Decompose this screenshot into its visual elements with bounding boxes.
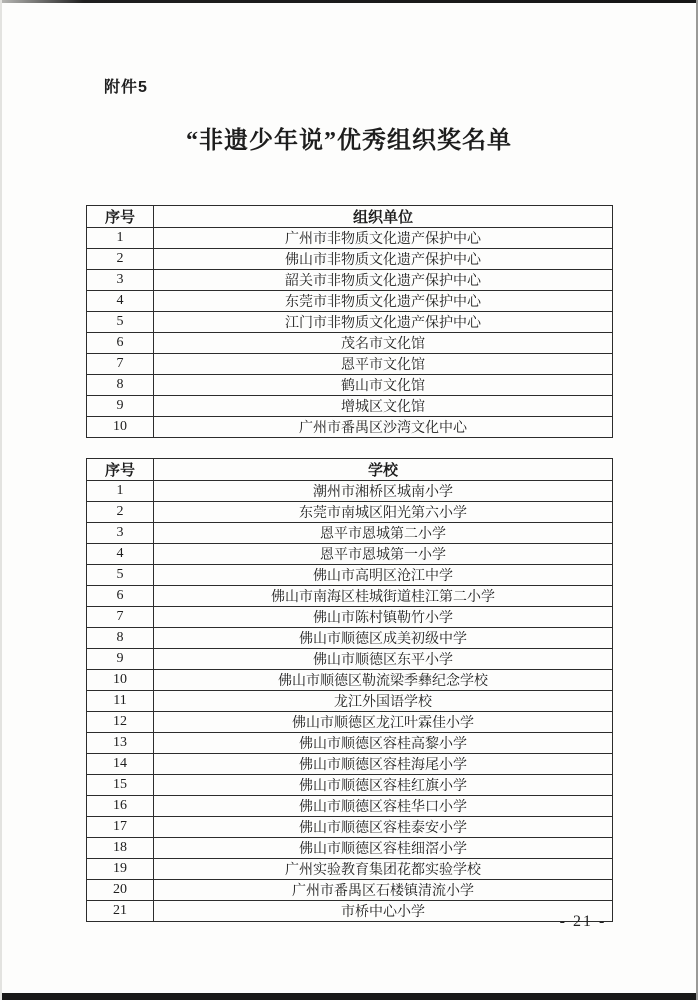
column-header: 组织单位 [154,206,613,228]
row-index-cell: 4 [87,291,154,312]
table-row [87,859,613,880]
row-value-cell: 恩平市恩城第二小学 [154,523,613,544]
table-header-row [87,459,613,481]
row-value-cell: 市桥中心小学 [154,901,613,922]
row-index-cell: 15 [87,775,154,796]
table-row [87,817,613,838]
row-value-cell: 东莞市非物质文化遗产保护中心 [154,291,613,312]
row-index-cell: 8 [87,375,154,396]
row-index-cell: 5 [87,565,154,586]
row-value-cell: 增城区文化馆 [154,396,613,417]
school-table [86,458,613,922]
table-row [87,796,613,817]
row-value-cell: 东莞市南城区阳光第六小学 [154,502,613,523]
column-header: 序号 [87,206,154,228]
row-value-cell: 江门市非物质文化遗产保护中心 [154,312,613,333]
scan-edge-bottom [0,993,698,1000]
row-index-cell: 9 [87,649,154,670]
row-value-cell: 佛山市高明区沧江中学 [154,565,613,586]
row-value-cell: 潮州市湘桥区城南小学 [154,481,613,502]
row-index-cell: 12 [87,712,154,733]
row-index-cell: 10 [87,417,154,438]
table-row [87,333,613,354]
table-row [87,649,613,670]
row-index-cell: 17 [87,817,154,838]
row-value-cell: 鹤山市文化馆 [154,375,613,396]
row-index-cell: 3 [87,523,154,544]
table-row [87,481,613,502]
row-index-cell: 9 [87,396,154,417]
row-index-cell: 14 [87,754,154,775]
row-index-cell: 6 [87,333,154,354]
table-row [87,375,613,396]
row-index-cell: 8 [87,628,154,649]
table-row [87,312,613,333]
scan-edge-top [0,0,698,3]
page-number: - 21 - [559,913,607,930]
table-row [87,880,613,901]
row-index-cell: 7 [87,607,154,628]
table-row [87,396,613,417]
row-value-cell: 韶关市非物质文化遗产保护中心 [154,270,613,291]
table-row [87,754,613,775]
table-row [87,586,613,607]
row-value-cell: 佛山市顺德区容桂泰安小学 [154,817,613,838]
row-value-cell: 佛山市顺德区勒流梁季彝纪念学校 [154,670,613,691]
table-row [87,291,613,312]
table-row [87,691,613,712]
row-index-cell: 2 [87,249,154,270]
row-value-cell: 佛山市顺德区容桂高黎小学 [154,733,613,754]
table-row [87,249,613,270]
row-index-cell: 21 [87,901,154,922]
row-index-cell: 2 [87,502,154,523]
row-index-cell: 16 [87,796,154,817]
table-row [87,565,613,586]
row-index-cell: 3 [87,270,154,291]
table-row [87,628,613,649]
table-row [87,733,613,754]
row-value-cell: 龙江外国语学校 [154,691,613,712]
row-value-cell: 佛山市南海区桂城街道桂江第二小学 [154,586,613,607]
row-value-cell: 佛山市顺德区成美初级中学 [154,628,613,649]
column-header: 序号 [87,459,154,481]
row-value-cell: 佛山市顺德区龙江叶霖佳小学 [154,712,613,733]
row-value-cell: 佛山市顺德区容桂细滘小学 [154,838,613,859]
organization-table [86,205,613,438]
table-row [87,712,613,733]
row-value-cell: 佛山市陈村镇勒竹小学 [154,607,613,628]
row-value-cell: 佛山市顺德区东平小学 [154,649,613,670]
row-value-cell: 佛山市顺德区容桂红旗小学 [154,775,613,796]
column-header: 学校 [154,459,613,481]
table-row [87,838,613,859]
row-index-cell: 6 [87,586,154,607]
row-value-cell: 茂名市文化馆 [154,333,613,354]
table-row [87,270,613,291]
row-value-cell: 广州市番禺区石楼镇清流小学 [154,880,613,901]
row-value-cell: 广州市番禺区沙湾文化中心 [154,417,613,438]
attachment-label: 附件5 [104,79,148,96]
row-value-cell: 广州实验教育集团花都实验学校 [154,859,613,880]
table-row [87,228,613,249]
row-value-cell: 佛山市顺德区容桂海尾小学 [154,754,613,775]
row-index-cell: 4 [87,544,154,565]
row-index-cell: 18 [87,838,154,859]
row-index-cell: 5 [87,312,154,333]
row-index-cell: 1 [87,228,154,249]
table-row [87,670,613,691]
table-header-row [87,206,613,228]
row-index-cell: 1 [87,481,154,502]
table-row [87,354,613,375]
table-row [87,417,613,438]
row-value-cell: 佛山市顺德区容桂华口小学 [154,796,613,817]
table-row [87,544,613,565]
row-index-cell: 13 [87,733,154,754]
row-value-cell: 广州市非物质文化遗产保护中心 [154,228,613,249]
row-index-cell: 10 [87,670,154,691]
row-index-cell: 7 [87,354,154,375]
row-value-cell: 恩平市恩城第一小学 [154,544,613,565]
row-index-cell: 19 [87,859,154,880]
table-row [87,775,613,796]
table-row [87,523,613,544]
page-title: “非遗少年说”优秀组织奖名单 [186,128,512,154]
row-index-cell: 11 [87,691,154,712]
row-index-cell: 20 [87,880,154,901]
table-row [87,502,613,523]
row-value-cell: 佛山市非物质文化遗产保护中心 [154,249,613,270]
table-row [87,607,613,628]
row-value-cell: 恩平市文化馆 [154,354,613,375]
